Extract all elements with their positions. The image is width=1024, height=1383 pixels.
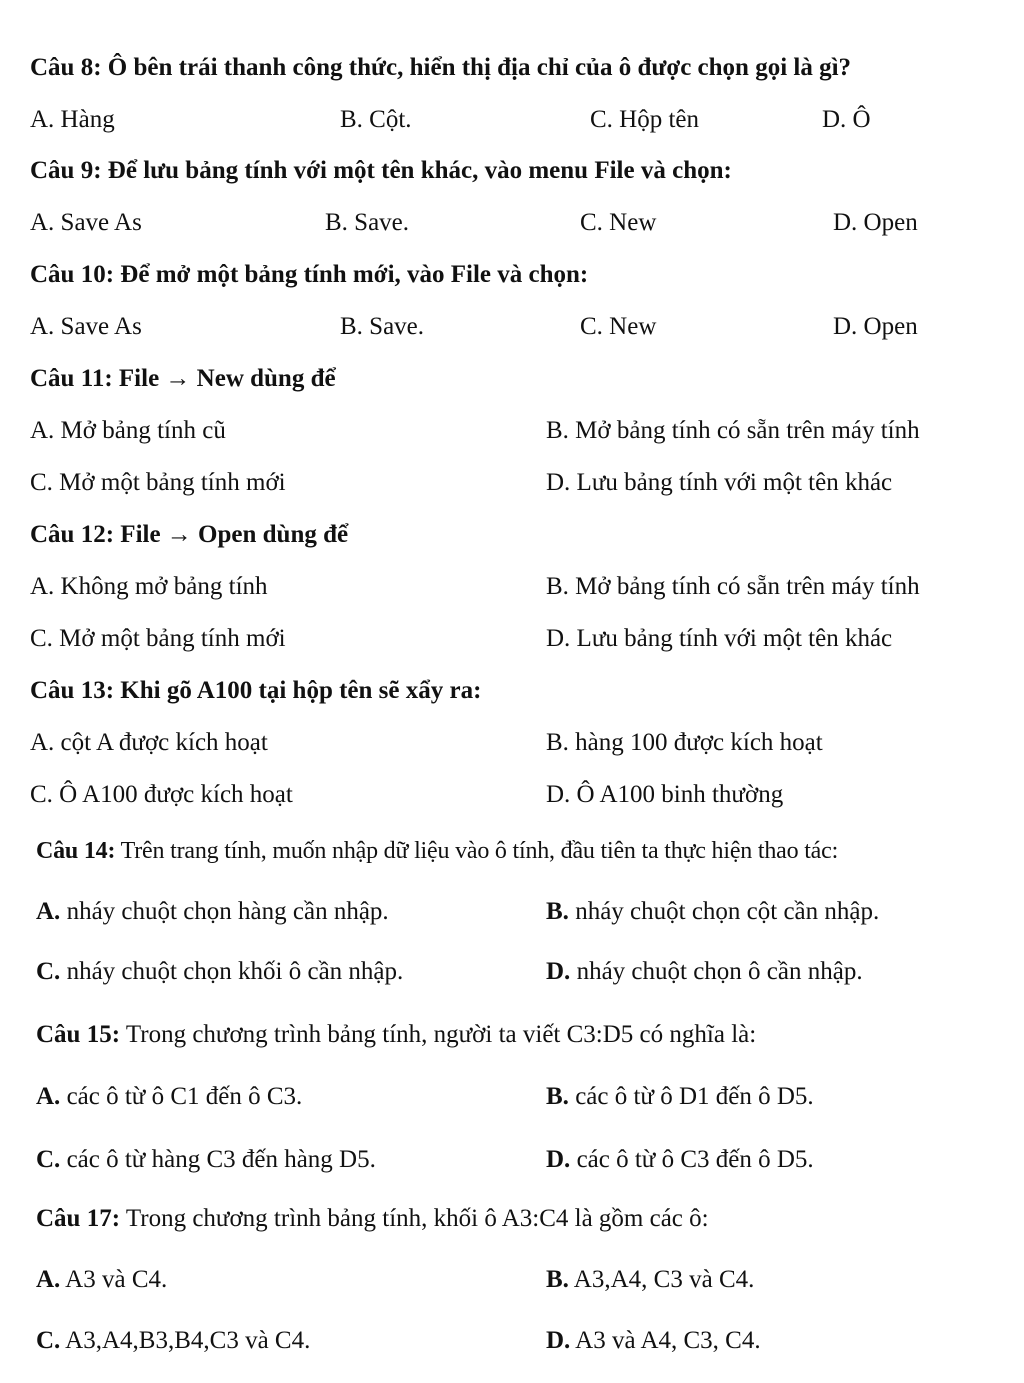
option-9c: C. New — [580, 209, 657, 236]
option-15d — [546, 1145, 814, 1175]
option-15c — [36, 1145, 376, 1175]
question-9-text: Để lưu bảng tính với một tên khác, vào menu File và chọn: — [101, 157, 732, 184]
option-15a — [36, 1082, 302, 1112]
option-12a: A. Không mở bảng tính — [30, 573, 268, 600]
question-8 — [30, 53, 851, 83]
question-9 — [30, 156, 732, 186]
option-14c — [36, 957, 403, 987]
question-17-label: Câu 17: — [36, 1205, 121, 1232]
option-12d: D. Lưu bảng tính với một tên khác — [546, 625, 893, 652]
question-10-label: Câu 10: — [30, 261, 115, 288]
question-15-label: Câu 15: — [36, 1021, 121, 1048]
option-13d: D. Ô A100 binh thường — [546, 781, 784, 808]
option-17a-text: A3 và C4. — [60, 1266, 168, 1293]
option-15d-letter: D. — [546, 1146, 571, 1173]
question-11-text: File → New dùng để — [112, 365, 336, 392]
option-8c: C. Hộp tên — [590, 106, 700, 133]
option-14a-text: nháy chuột chọn hàng cần nhập. — [60, 898, 389, 925]
question-15-text: Trong chương trình bảng tính, người ta viết C3:D5 có nghĩa là: — [120, 1021, 757, 1048]
option-15b-letter: B. — [546, 1083, 569, 1110]
question-12-text: File → Open dùng để — [114, 521, 349, 548]
option-17c-letter: C. — [36, 1327, 61, 1354]
option-11b: B. Mở bảng tính có sẵn trên máy tính — [546, 417, 920, 444]
option-17a — [36, 1265, 167, 1295]
option-15c-text: các ô từ hàng C3 đến hàng D5. — [60, 1146, 376, 1173]
option-14a-letter: A. — [36, 898, 61, 925]
option-11a: A. Mở bảng tính cũ — [30, 417, 226, 444]
option-8a: A. Hàng — [30, 106, 115, 133]
option-14d-text: nháy chuột chọn ô cần nhập. — [570, 958, 863, 985]
option-17b-letter: B. — [546, 1266, 569, 1293]
question-15 — [36, 1020, 756, 1050]
option-10d: D. Open — [833, 313, 918, 340]
option-15b — [546, 1082, 814, 1112]
question-9-label: Câu 9: — [30, 157, 102, 184]
question-17-text: Trong chương trình bảng tính, khối ô A3:C4 là gồm các ô: — [120, 1205, 709, 1232]
option-17d-text: A3 và A4, C3, C4. — [570, 1327, 761, 1354]
option-15a-text: các ô từ ô C1 đến ô C3. — [60, 1083, 303, 1110]
question-8-text: Ô bên trái thanh công thức, hiển thị địa chỉ của ô được chọn gọi là gì? — [101, 54, 852, 81]
question-13-label: Câu 13: — [30, 677, 115, 704]
option-17b-text: A3,A4, C3 và C4. — [568, 1266, 755, 1293]
option-14b — [546, 897, 879, 927]
question-17 — [36, 1204, 709, 1234]
question-14-text: Trên trang tính, muốn nhập dữ liệu vào ô tính, đầu tiên ta thực hiện thao tác: — [115, 838, 839, 864]
question-12-label: Câu 12: — [30, 521, 115, 548]
option-14a — [36, 897, 389, 927]
option-11d: D. Lưu bảng tính với một tên khác — [546, 469, 893, 496]
question-11-label: Câu 11: — [30, 365, 113, 392]
option-9d: D. Open — [833, 209, 918, 236]
option-14d — [546, 957, 863, 987]
option-10b: B. Save. — [340, 313, 425, 340]
question-14-label: Câu 14: — [36, 838, 116, 864]
option-17c-text: A3,A4,B3,B4,C3 và C4. — [60, 1327, 311, 1354]
option-14b-letter: B. — [546, 898, 569, 925]
question-13-text: Khi gõ A100 tại hộp tên sẽ xẩy ra: — [114, 677, 482, 704]
option-13b: B. hàng 100 được kích hoạt — [546, 729, 823, 756]
option-9b: B. Save. — [325, 209, 410, 236]
option-8b: B. Cột. — [340, 106, 412, 133]
option-14d-letter: D. — [546, 958, 571, 985]
question-11 — [30, 364, 336, 394]
option-17d — [546, 1326, 761, 1356]
option-13a: A. cột A được kích hoạt — [30, 729, 268, 756]
option-15b-text: các ô từ ô D1 đến ô D5. — [568, 1083, 814, 1110]
question-14 — [36, 836, 838, 866]
option-15c-letter: C. — [36, 1146, 61, 1173]
option-10c: C. New — [580, 313, 657, 340]
option-17a-letter: A. — [36, 1266, 61, 1293]
question-8-label: Câu 8: — [30, 54, 102, 81]
question-13 — [30, 676, 481, 706]
option-8d: D. Ô — [822, 106, 871, 133]
option-17c — [36, 1326, 310, 1356]
option-9a: A. Save As — [30, 209, 142, 236]
option-13c: C. Ô A100 được kích hoạt — [30, 781, 293, 808]
option-10a: A. Save As — [30, 313, 142, 340]
question-12 — [30, 520, 348, 550]
option-14c-text: nháy chuột chọn khối ô cần nhập. — [60, 958, 404, 985]
option-12c: C. Mở một bảng tính mới — [30, 625, 286, 652]
option-11c: C. Mở một bảng tính mới — [30, 469, 286, 496]
option-14c-letter: C. — [36, 958, 61, 985]
question-10-text: Để mở một bảng tính mới, vào File và chọn: — [114, 261, 589, 288]
option-17d-letter: D. — [546, 1327, 571, 1354]
option-15a-letter: A. — [36, 1083, 61, 1110]
option-15d-text: các ô từ ô C3 đến ô D5. — [570, 1146, 814, 1173]
option-12b: B. Mở bảng tính có sẵn trên máy tính — [546, 573, 920, 600]
question-10 — [30, 260, 588, 290]
option-17b — [546, 1265, 754, 1295]
option-14b-text: nháy chuột chọn cột cần nhập. — [568, 898, 880, 925]
